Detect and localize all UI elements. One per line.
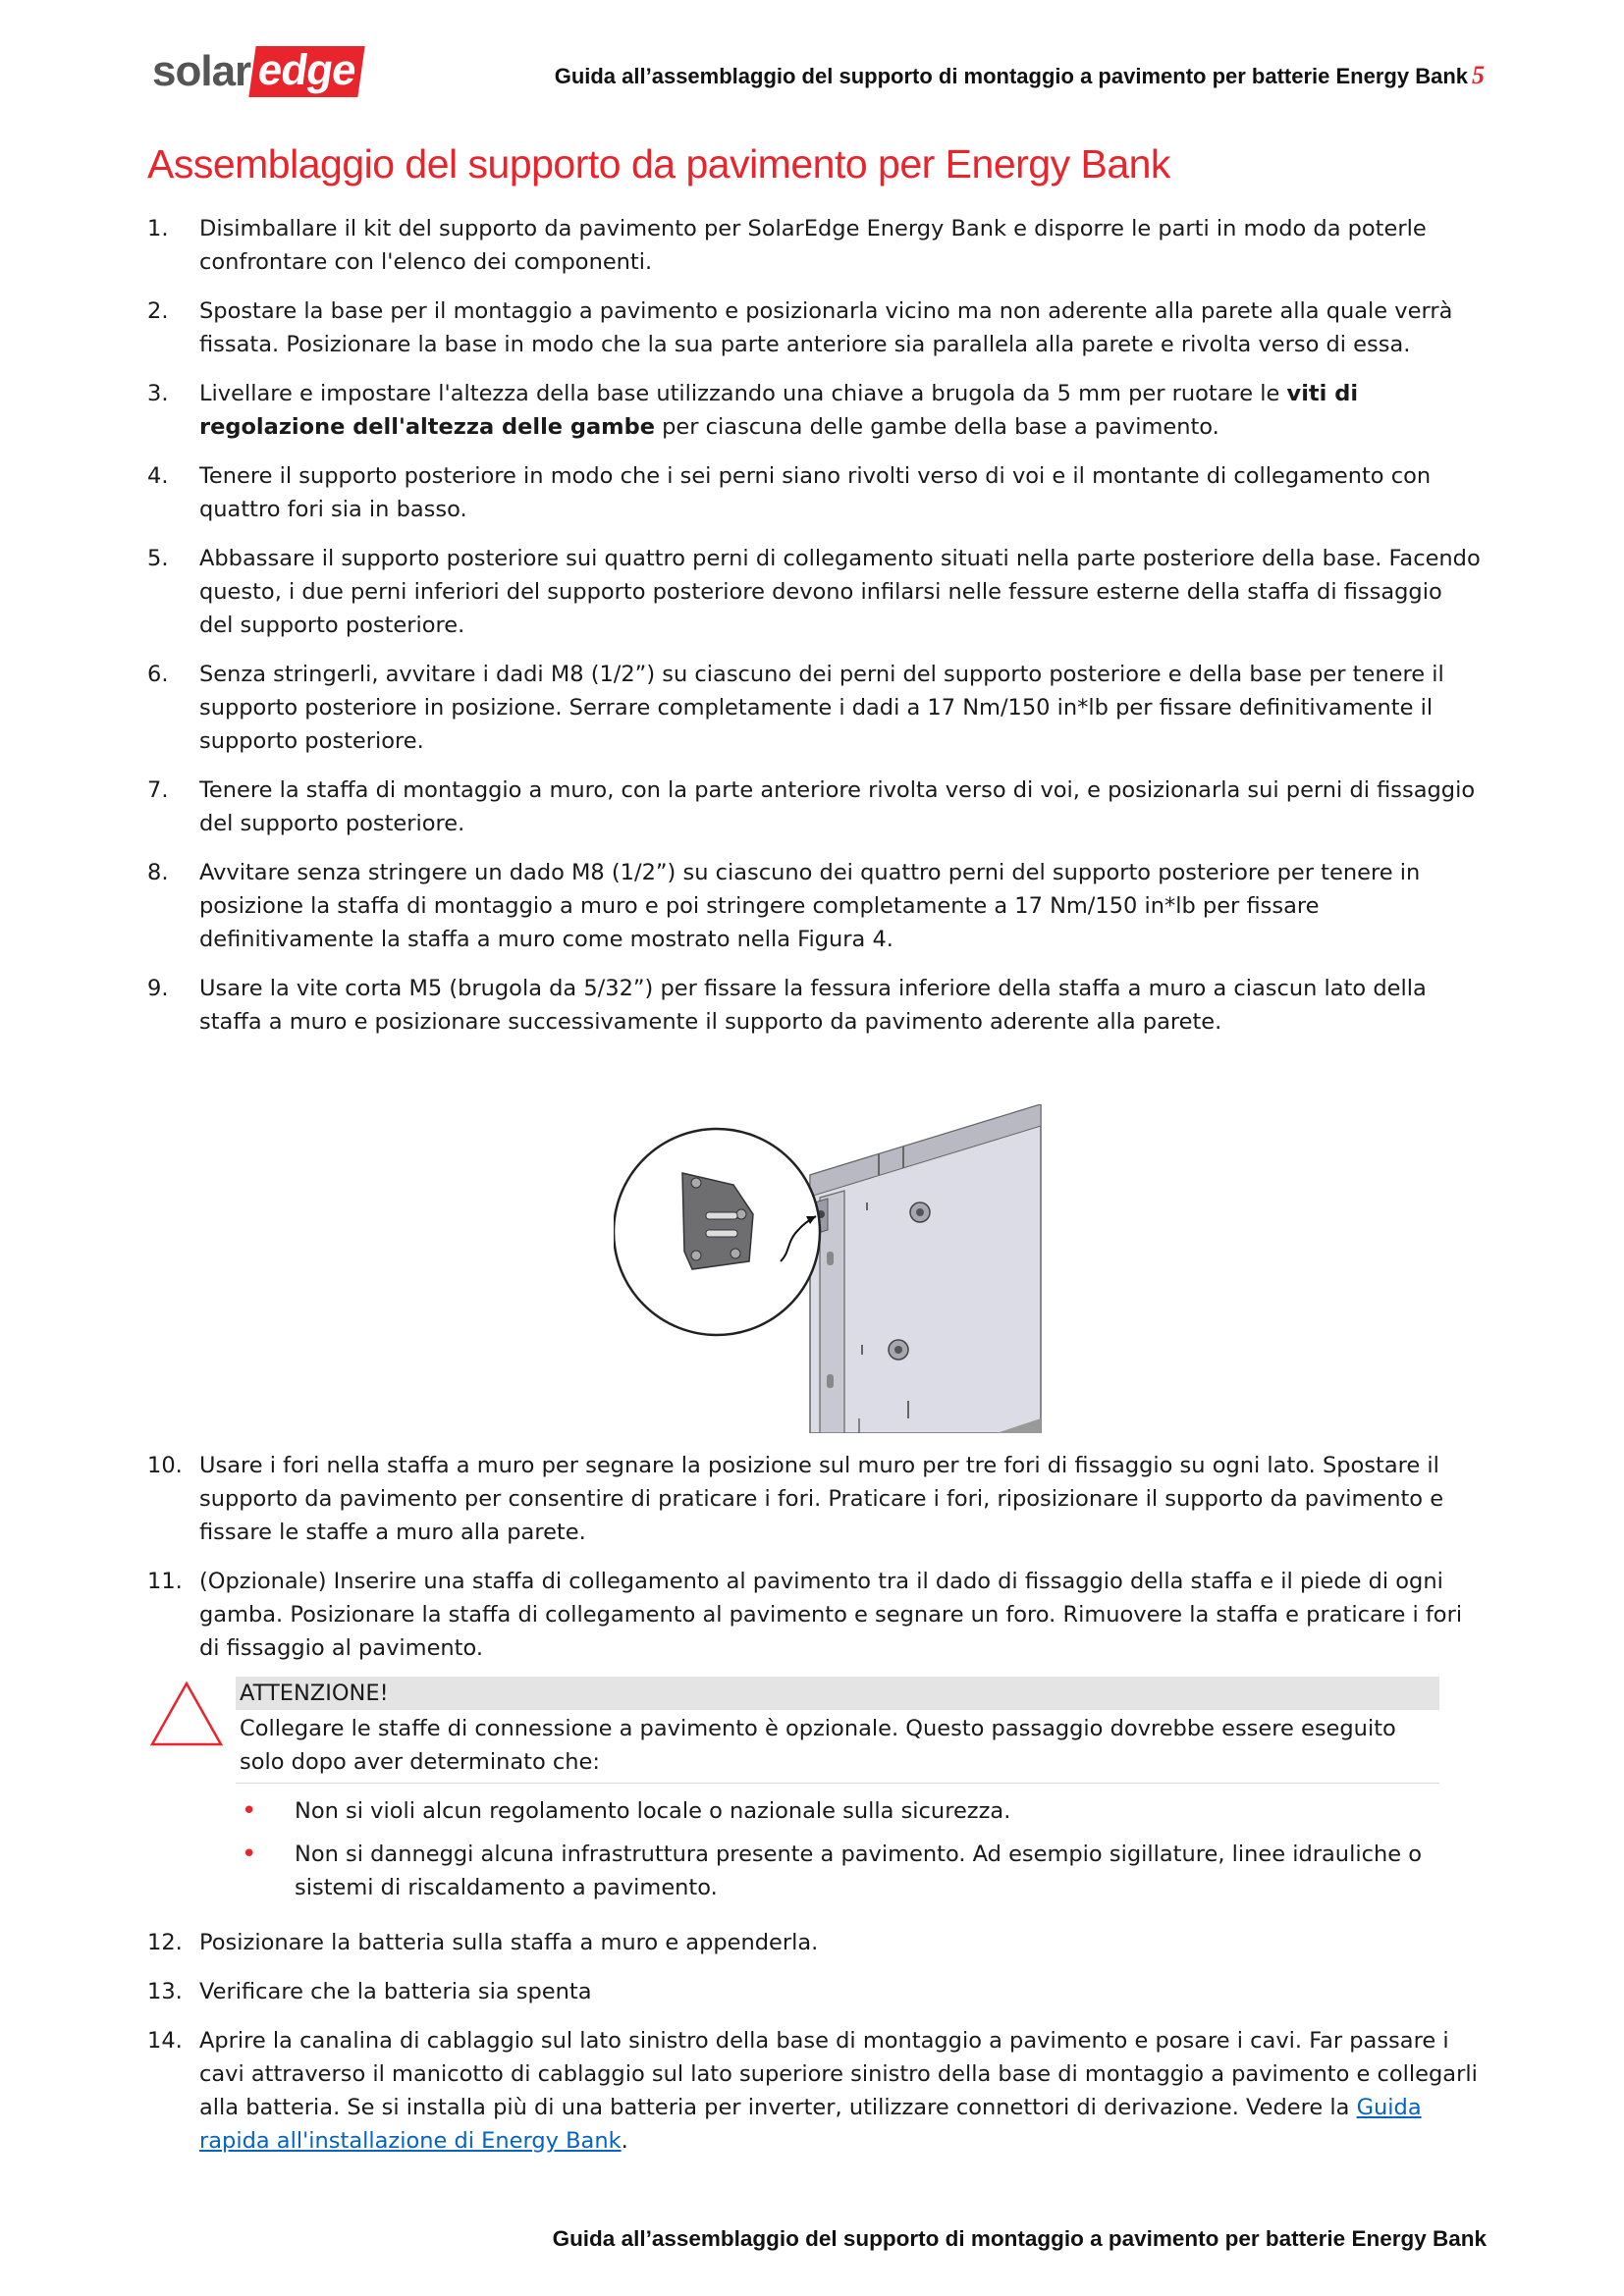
step-text: Abbassare il supporto posteriore sui quattro perni di collegamento situati nella parte posteriore della base. Facendo questo, i due perni inferiori del supporto posteriore devono infilarsi nelle fessure esterne della staffa di fissaggio del supporto posteriore. — [199, 546, 1481, 638]
step-text: Tenere il supporto posteriore in modo che i sei perni siano rivolti verso di voi e il montante di collegamento con quattro fori sia in basso. — [199, 463, 1432, 522]
step-text: Verificare che la batteria sia spenta — [199, 1979, 592, 2004]
page-header — [555, 61, 1485, 90]
flange-hole — [827, 1374, 834, 1388]
solaredge-logo — [152, 43, 361, 100]
step-number: 12. — [147, 1930, 183, 1955]
step-text — [199, 377, 1483, 444]
step — [147, 1565, 1483, 1665]
list-item — [236, 1794, 1439, 1828]
step-number: 11. — [147, 1569, 183, 1594]
caution-bullet-list — [236, 1794, 1439, 1914]
quick-install-guide-link[interactable]: Guida rapida all'installazione di Energy Bank — [199, 2095, 1422, 2154]
step-text: Tenere la staffa di montaggio a muro, con la parte anteriore rivolta verso di voi, e posizionarla sui perni di fissaggio del supporto posteriore. — [199, 777, 1476, 836]
panel-bolt-center — [894, 1346, 902, 1354]
step — [147, 1449, 1483, 1549]
step — [147, 2024, 1483, 2158]
step-text-post: per ciascuna delle gambe della base a pavimento. — [654, 414, 1219, 440]
steps-list-b — [147, 1449, 1483, 1681]
step-number: 7. — [147, 777, 169, 803]
bracket-slot — [706, 1212, 737, 1219]
logo-edge: edge — [249, 46, 365, 97]
step — [147, 972, 1483, 1039]
step — [147, 212, 1483, 279]
step — [147, 774, 1483, 840]
step — [147, 459, 1483, 526]
step-number: 4. — [147, 463, 169, 489]
wall-bracket-figure — [614, 1104, 1046, 1433]
step — [147, 542, 1483, 642]
step-text-pre: Aprire la canalina di cablaggio sul lato sinistro della base di montaggio a pavimento e posare i cavi. Far passare i cavi attraverso il manicotto di cablaggio sul lato superiore sinistro della base di montaggio a pavimento e collegarli alla batteria. Se si installa più di una batteria per inverter, utilizzare connettori di derivazione. Vedere la — [199, 2028, 1478, 2120]
bracket-hole — [731, 1249, 740, 1258]
step — [147, 856, 1483, 956]
step-number: 1. — [147, 216, 169, 241]
step-text-bold: viti di regolazione dell'altezza delle gambe — [199, 381, 1359, 440]
step-text: Disimballare il kit del supporto da pavimento per SolarEdge Energy Bank e disporre le parti in modo da poterle confrontare con l'elenco dei componenti. — [199, 216, 1427, 275]
step-number: 5. — [147, 546, 169, 571]
bullet-text: Non si violi alcun regolamento locale o nazionale sulla sicurezza. — [295, 1798, 1011, 1824]
step-number: 2. — [147, 298, 169, 324]
panel-bolt-center — [916, 1208, 924, 1216]
step-text: Spostare la base per il montaggio a pavimento e posizionarla vicino ma non aderente alla parete alla quale verrà fissata. Posizionare la base in modo che la sua parte anteriore sia parallela alla parete e rivolta verso di essa. — [199, 298, 1453, 357]
bracket-hole — [691, 1251, 701, 1260]
warning-triangle-shape — [152, 1683, 221, 1744]
step-text: Avvitare senza stringere un dado M8 (1/2”) su ciascuno dei quattro perni del supporto posteriore per tenere in posizione la staffa di montaggio a muro e poi stringere completamente a 17 Nm/150 in*lb per fissare definitivamente la staffa a muro come mostrato nella Figura 4. — [199, 860, 1421, 952]
step-number: 3. — [147, 381, 169, 406]
bullet-dot: • — [242, 1796, 257, 1826]
caution-box — [236, 1677, 1439, 1784]
flange-hole — [827, 1252, 834, 1265]
step — [147, 294, 1483, 361]
bracket-hole — [691, 1178, 701, 1188]
step-text: Posizionare la batteria sulla staffa a muro e appenderla. — [199, 1930, 819, 1955]
step-number: 13. — [147, 1979, 183, 2004]
step-number: 14. — [147, 2028, 183, 2054]
step — [147, 1926, 1483, 1959]
warning-triangle-icon — [149, 1681, 224, 1747]
bracket-slot — [706, 1230, 737, 1237]
steps-list-c — [147, 1926, 1483, 2173]
step-text: Usare i fori nella staffa a muro per segnare la posizione sul muro per tre fori di fissaggio su ogni lato. Spostare il supporto da pavimento per consentire di praticare i fori. Praticare i fori, riposizionare il supporto da pavimento e fissare le staffe a muro alla parete. — [199, 1453, 1444, 1545]
caution-heading: ATTENZIONE! — [236, 1677, 1439, 1710]
step-number: 8. — [147, 860, 169, 885]
page-footer: Guida all’assemblaggio del supporto di montaggio a pavimento per batterie Energy Bank — [552, 2226, 1487, 2251]
step — [147, 377, 1483, 444]
logo-solar: solar — [152, 47, 251, 95]
step — [147, 658, 1483, 758]
step-number: 10. — [147, 1453, 183, 1478]
step-text-post: . — [621, 2128, 628, 2154]
step-text-pre: Livellare e impostare l'altezza della base utilizzando una chiave a brugola da 5 mm per ruotare le — [199, 381, 1287, 406]
step-number: 9. — [147, 976, 169, 1001]
step — [147, 1975, 1483, 2008]
step-text: (Opzionale) Inserire una staffa di collegamento al pavimento tra il dado di fissaggio della staffa e il piede di ogni gamba. Posizionare la staffa di collegamento al pavimento e segnare un foro. Rimuovere la staffa e praticare i fori di fissaggio al pavimento. — [199, 1569, 1463, 1661]
steps-list-a — [147, 212, 1483, 1054]
step-text — [199, 2024, 1483, 2158]
page-number: 5 — [1472, 61, 1485, 89]
step-number: 6. — [147, 662, 169, 687]
list-item — [236, 1838, 1439, 1904]
bullet-text: Non si danneggi alcuna infrastruttura presente a pavimento. Ad esempio sigillature, linee idrauliche o sistemi di riscaldamento a pavimento. — [295, 1842, 1422, 1900]
section-title: Assemblaggio del supporto da pavimento per Energy Bank — [147, 141, 1170, 187]
bracket-hole — [736, 1209, 746, 1219]
bullet-dot: • — [242, 1840, 257, 1869]
caution-text: Collegare le staffe di connessione a pavimento è opzionale. Questo passaggio dovrebbe essere eseguito solo dopo aver determinato che: — [236, 1710, 1439, 1784]
step-text: Usare la vite corta M5 (brugola da 5/32”) per fissare la fessura inferiore della staffa a muro a ciascun lato della staffa a muro e posizionare successivamente il supporto da pavimento aderente alla parete. — [199, 976, 1427, 1035]
header-title: Guida all’assemblaggio del supporto di montaggio a pavimento per batterie Energy Bank — [554, 64, 1468, 88]
step-text: Senza stringerli, avvitare i dadi M8 (1/2”) su ciascuno dei perni del supporto posteriore e della base per tenere il supporto posteriore in posizione. Serrare completamente i dadi a 17 Nm/150 in*lb per fissare definitivamente il supporto posteriore. — [199, 662, 1444, 754]
